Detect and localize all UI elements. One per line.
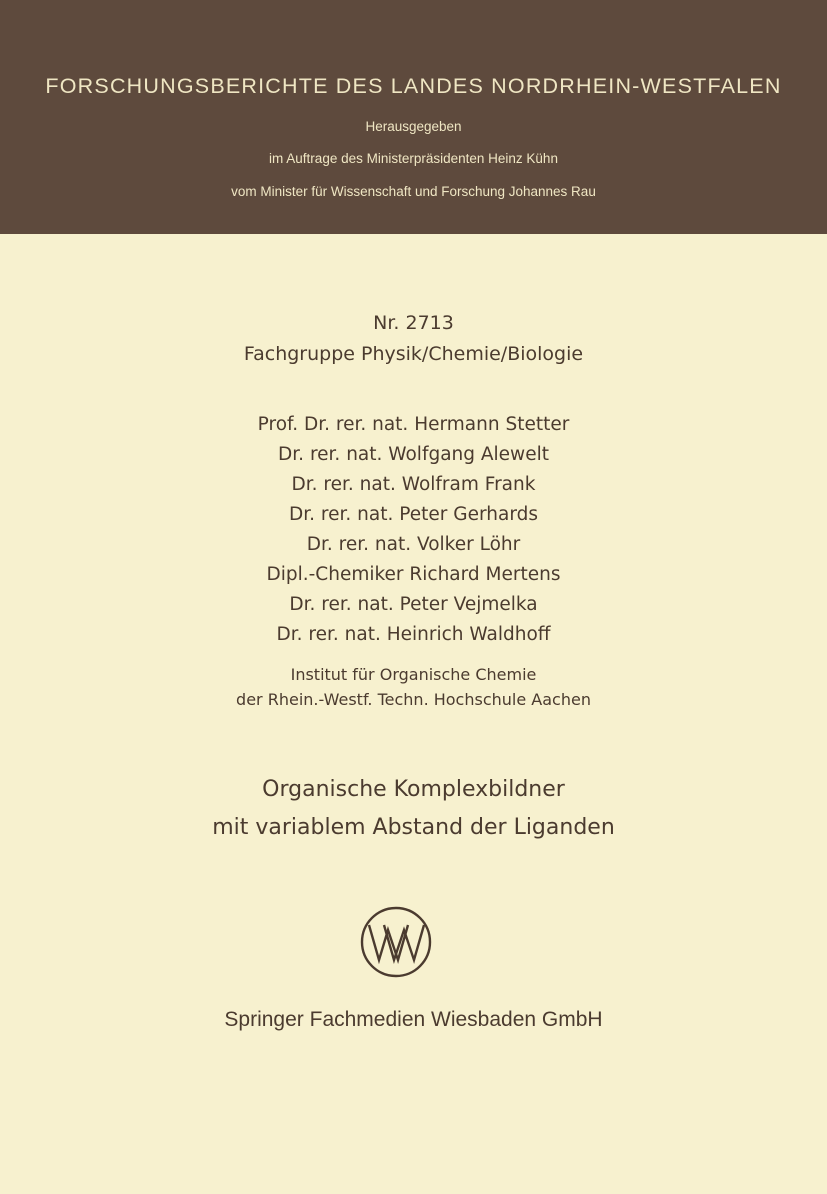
editor-line-3: vom Minister für Wissenschaft und Forschung Johannes Rau [231, 184, 596, 199]
book-title-line-2: mit variablem Abstand der Liganden [212, 815, 615, 840]
editor-line-2: im Auftrage des Ministerpräsidenten Heinz Kühn [269, 151, 558, 166]
institute [0, 662, 827, 712]
report-number: Nr. 2713 [373, 312, 454, 334]
author-name: Dipl.-Chemiker Richard Mertens [266, 564, 561, 585]
author-name: Dr. rer. nat. Peter Gerhards [289, 504, 538, 525]
subject-group: Fachgruppe Physik/Chemie/Biologie [243, 343, 584, 365]
author-name: Dr. rer. nat. Volker Löhr [306, 534, 521, 555]
author-name: Dr. rer. nat. Wolfgang Alewelt [278, 444, 549, 465]
institute-line-1: Institut für Organische Chemie [290, 665, 537, 684]
publisher-name: Springer Fachmedien Wiesbaden GmbH [224, 1008, 603, 1031]
author-name: Prof. Dr. rer. nat. Hermann Stetter [257, 414, 570, 435]
author-list [0, 410, 827, 650]
book-title-line-1: Organische Komplexbildner [262, 777, 565, 802]
author-name: Dr. rer. nat. Peter Vejmelka [289, 594, 538, 615]
series-title: FORSCHUNGSBERICHTE DES LANDES NORDRHEIN-WESTFALEN [45, 74, 782, 98]
book-title [0, 771, 827, 847]
institute-line-2: der Rhein.-Westf. Techn. Hochschule Aachen [236, 690, 591, 709]
header-band [0, 0, 827, 234]
author-name: Dr. rer. nat. Wolfram Frank [291, 474, 536, 495]
publisher-logo-icon [360, 906, 432, 978]
editor-line-1: Herausgegeben [365, 119, 462, 134]
author-name: Dr. rer. nat. Heinrich Waldhoff [276, 624, 551, 645]
